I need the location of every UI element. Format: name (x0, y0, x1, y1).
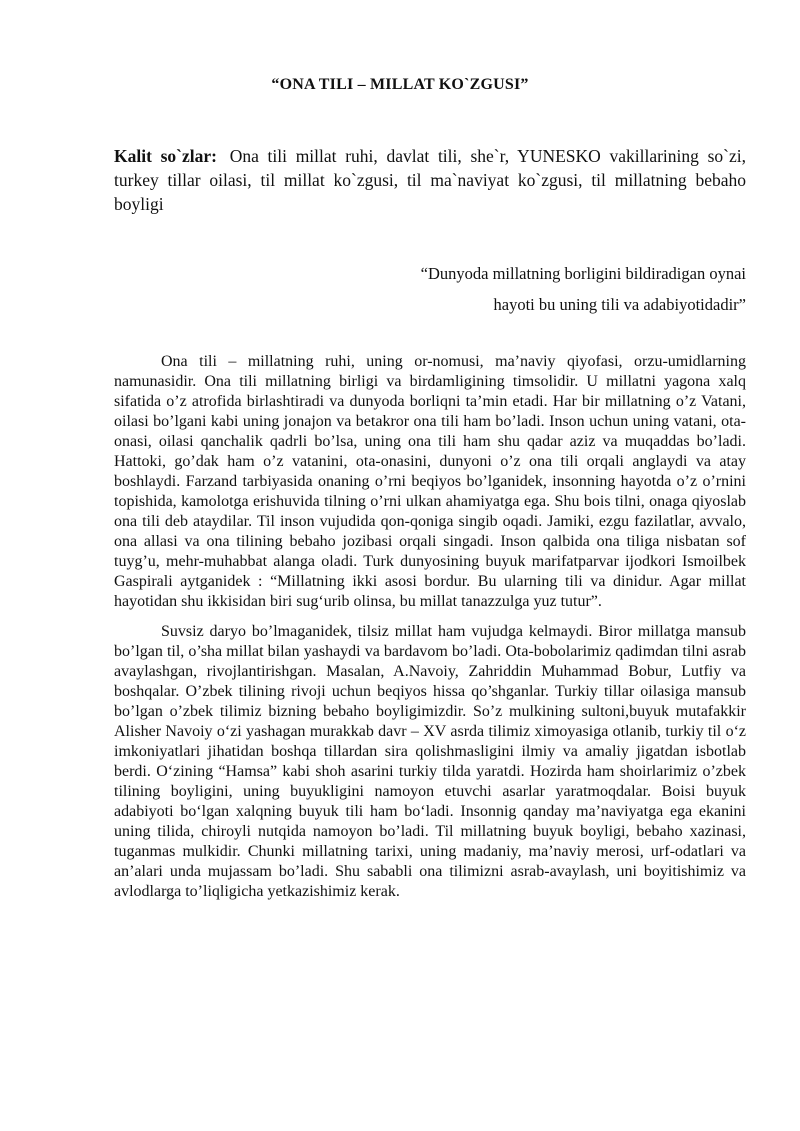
body-text (114, 352, 746, 912)
epigraph-line-1: “Dunyoda millatning borligini bildiradigan oynai (420, 264, 746, 283)
epigraph (114, 258, 746, 320)
keywords-label: Kalit so`zlar: (114, 146, 217, 166)
paragraph-2: Suvsiz daryo bo’lmaganidek, tilsiz millat ham vujudga kelmaydi. Biror millatga mansub bo’lgan til, o’sha millat bilan yashaydi va bardavom bo’ladi. Ota-bobolarimiz qadimdan tilni asrab avaylashgan, rivojlantirishgan. Masalan, A.Navoiy, Zahriddin Muhammad Bobur, Lutfiy va boshqalar. O’zbek tilining rivoji uchun beqiyos hissa qo’shganlar. Turkiy tillar oilasiga mansub bo’lgan o’zbek tilimiz bizning bebaho boyligimizdir. So’z mulkining sultoni,buyuk mutafakkir Alisher Navoiy o‘zi yashagan murakkab davr – XV asrda tilimiz ximoyasiga otlanib, turkiy til o‘z imkoniyatlari jihatidan boshqa tillardan sira qolishmasligini ilmiy va amaliy jigatdan isbotlab berdi. O‘zining “Hamsa” kabi shoh asarini turkiy tilda yaratdi. Hozirda ham shoirlarimiz o’zbek tilining boyligini, uning buyukligini namoyon etuvchi asarlar yaratmoqdalar. Boisi buyuk adabiyoti bo‘lgan xalqning buyuk tili ham bo‘ladi. Insonnig qanday ma’naviyatga ega ekanini uning tilida, chiroyli nutqida namoyon bo’ladi. Til millatning buyuk boyligi, bebaho xazinasi, tuganmas mulkidir. Chunki millatning tarixi, uning madaniy, ma’naviy merosi, urf-odatlari va an’alari unda mujassam bo’ladi. Shu sababli ona tilimizni asrab-avaylash, uni boyitishimiz va avlodlarga to’liqligicha yetkazishimiz kerak. (114, 623, 746, 900)
paragraph-1: Ona tili – millatning ruhi, uning or-nomusi, ma’naviy qiyofasi, orzu-umidlarning namunasidir. Ona tili millatning birligi va birdamligining timsolidir. U millatni yagona xalq sifatida o’z atrofida birlashtiradi va dunyoda borliqni ta’min etadi. Har bir millatning o’z Vatani, oilasi bo’lgani kabi uning jonajon va betakror ona tili ham bo’ladi. Inson uchun uning vatani, ota-onasi, oilasi qanchalik qadrli bo’lsa, uning ona tili ham shu qadar aziz va muqaddas bo’ladi. Hattoki, go’dak ham o’z vatanini, ota-onasini, dunyoni o’z ona tili orqali anglaydi va atay boshlaydi. Farzand tarbiyasida onaning o’rni beqiyos bo’lganidek, insonning hayotda o’z o’rnini topishida, kamolotga erishuvida tilning o’rni ulkan ahamiyatga ega. Shu bois tilni, onaga qiyoslab ona tili deb ataydilar. Til inson vujudida qon-qoniga singib oqadi. Jamiki, ezgu fazilatlar, avvalo, ona allasi va ona tilining bebaho jozibasi orqali singadi. Inson qalbida ona tiliga nisbatan sof tuyg’u, mehr-muhabbat alanga oladi. Turk dunyosining buyuk marifatparvar ijodkori Ismoilbek Gaspirali aytganidek : “Millatning ikki asosi bordur. Bu ularning tili va dinidur. Agar millat hayotidan shu ikkisidan biri sug‘urib olinsa, bu millat tanazzulga yuz tutur”. (114, 353, 746, 610)
keywords-section (114, 144, 746, 216)
document-title: “ONA TILI – MILLAT KO`ZGUSI” (271, 76, 529, 93)
keywords-text: Ona tili millat ruhi, davlat tili, she`r, YUNESKO vakillarining so`zi, turkey tillar oilasi, til millat ko`zgusi, til ma`naviyat ko`zgusi, til millatning bebaho boyligi (114, 146, 747, 214)
epigraph-line-2: hayoti bu uning tili va adabiyotidadir” (493, 295, 746, 314)
